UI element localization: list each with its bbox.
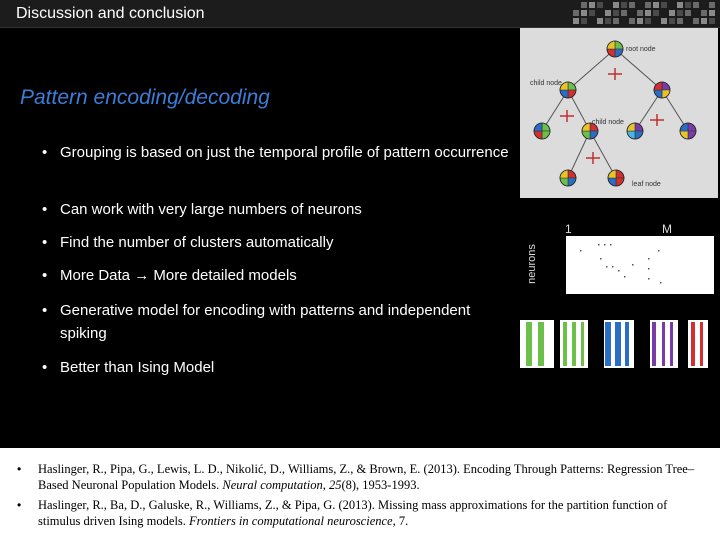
reference-bullet: •: [17, 462, 22, 476]
header-tile: [701, 10, 707, 16]
header-tile: [653, 2, 659, 8]
header-tile: [573, 18, 579, 24]
reference-journal: Neural computation, 25: [222, 478, 342, 492]
references-panel: [0, 448, 720, 540]
decorative-tiles: [573, 2, 720, 26]
header-tile: [597, 2, 603, 8]
header-tile: [677, 18, 683, 24]
raster-panel: [566, 236, 714, 294]
bullet-item: [42, 141, 512, 164]
header-tile: [661, 2, 667, 8]
tree-node-pie: [627, 123, 643, 139]
header-tile: [709, 2, 715, 8]
reference-item: [38, 497, 698, 529]
header-tile: [709, 10, 715, 16]
header-tile: [613, 2, 619, 8]
reference-text: Haslinger, R., Ba, D., Galuske, R., Williams, Z., & Pipa, G. (2013). Missing mass approximations for the partition function of stimulus driven Ising models.: [38, 498, 668, 528]
header-tile: [685, 10, 691, 16]
leaf-node-label: leaf node: [632, 181, 661, 188]
header-tile: [581, 2, 587, 8]
tree-node-pie: [654, 82, 670, 98]
raster-axis-end: M: [662, 222, 672, 236]
header-tile: [621, 2, 627, 8]
header-tile: [589, 10, 595, 16]
raster-plot: [520, 198, 718, 448]
bullet-marker: •: [42, 302, 48, 319]
header-tile: [613, 10, 619, 16]
reference-details: (8), 1953-1993.: [341, 478, 420, 492]
title-bar: [0, 0, 720, 28]
bullet-marker: •: [42, 144, 48, 161]
header-tile: [661, 18, 667, 24]
bullet-item: [42, 299, 512, 345]
raster-axis-start: 1: [565, 222, 572, 236]
pattern-stripe: [615, 322, 621, 366]
pattern-stripe: [605, 322, 611, 366]
header-tile: [605, 18, 611, 24]
header-tile: [677, 10, 683, 16]
bullet-text: Generative model for encoding with patterns and independent spiking: [60, 302, 471, 342]
pattern-stripe: [563, 322, 567, 366]
pattern-stripe: [670, 322, 673, 366]
bullet-item: [42, 264, 512, 287]
raster-y-label: neurons: [525, 244, 538, 284]
header-tile: [589, 2, 595, 8]
tree-node-pie: [560, 82, 576, 98]
header-tile: [581, 10, 587, 16]
pattern-block: [604, 320, 634, 368]
header-tile: [581, 18, 587, 24]
header-tile: [637, 18, 643, 24]
bullet-text: Grouping is based on just the temporal profile of pattern occurrence: [60, 144, 509, 161]
header-tile: [621, 10, 627, 16]
pattern-block: [520, 320, 554, 368]
bullet-text: Can work with very large numbers of neurons: [60, 201, 362, 218]
pattern-block: [688, 320, 708, 368]
bullet-text: Find the number of clusters automatically: [60, 234, 334, 251]
header-tile: [685, 2, 691, 8]
header-tile: [613, 18, 619, 24]
child-node-label: child node: [592, 119, 624, 126]
pattern-block: [650, 320, 678, 368]
pattern-raster-figure: [520, 198, 718, 448]
bullet-item: [42, 198, 512, 221]
pattern-stripe: [572, 322, 576, 366]
header-tile: [597, 18, 603, 24]
bullet-marker: •: [42, 267, 48, 284]
header-tile: [709, 18, 715, 24]
reference-item: [38, 461, 698, 493]
tree-node-pie: [680, 123, 696, 139]
child-node-label: child node: [530, 80, 562, 87]
header-tile: [677, 2, 683, 8]
header-tile: [645, 10, 651, 16]
slide-section-title: Discussion and conclusion: [16, 5, 205, 22]
bullet-item: [42, 231, 512, 254]
pattern-stripe: [691, 322, 695, 366]
header-tile: [629, 2, 635, 8]
header-tile: [629, 18, 635, 24]
bullet-marker: •: [42, 359, 48, 376]
tree-node-pie: [560, 170, 576, 186]
header-tile: [693, 2, 699, 8]
pattern-block: [560, 320, 588, 368]
pattern-stripe: [662, 322, 665, 366]
reference-text: Haslinger, R., Pipa, G., Lewis, L. D., Nikolić, D., Williams, Z., & Brown, E. (2013). Encoding Through Patterns: Regression Tree–Based Neuronal Population Models.: [38, 462, 695, 492]
regression-tree-figure: [520, 28, 718, 198]
header-tile: [653, 10, 659, 16]
tree-node-pie: [608, 170, 624, 186]
slide-heading: Pattern encoding/decoding: [20, 86, 270, 109]
header-tile: [645, 18, 651, 24]
tree-diagram: [520, 28, 718, 198]
reference-journal: Frontiers in computational neuroscience: [189, 514, 393, 528]
bullet-marker: •: [42, 201, 48, 218]
header-tile: [605, 10, 611, 16]
tree-node-pie: [534, 123, 550, 139]
bullet-item: [42, 356, 512, 379]
tree-node-pie: [607, 41, 623, 57]
header-tile: [637, 10, 643, 16]
header-tile: [573, 10, 579, 16]
bullet-marker: •: [42, 234, 48, 251]
header-tile: [701, 18, 707, 24]
root-node-label: root node: [626, 46, 656, 53]
bullet-text: Better than Ising Model: [60, 359, 215, 376]
reference-details: , 7.: [392, 514, 409, 528]
reference-bullet: •: [17, 498, 22, 512]
bullet-text: More Data → More detailed models: [60, 267, 297, 284]
pattern-stripe: [581, 322, 584, 366]
header-tile: [669, 10, 675, 16]
pattern-stripe: [652, 322, 656, 366]
pattern-stripe: [700, 322, 703, 366]
pattern-stripe: [526, 322, 532, 366]
pattern-stripe: [538, 322, 544, 366]
pattern-stripe: [625, 322, 629, 366]
header-tile: [693, 18, 699, 24]
header-tile: [669, 18, 675, 24]
header-tile: [645, 2, 651, 8]
